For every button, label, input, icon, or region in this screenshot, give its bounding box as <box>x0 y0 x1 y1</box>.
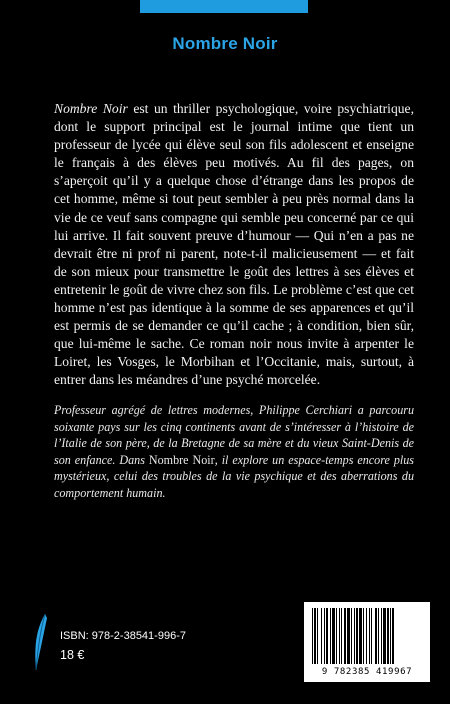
price-text: 18 € <box>60 648 85 662</box>
book-title: Nombre Noir <box>172 34 278 53</box>
bio-title: Nombre Noir <box>148 452 215 467</box>
barcode <box>304 602 430 682</box>
summary-text: est un thriller psychologique, voire psychiatrique, dont le support principal est le journal intime que tient un professeur de lycée qui élève seul son fils adolescent et enseigne le français à des élèves peu motivés. Au fil des pages, on s’aperçoit qu’il y a quelque chose d’étrange dans les propos de cet homme, même si tout peut sembler à peu près normal dans la vie de ce veuf sans compagne qui semble peu concerné par ce qui lui arrive. Il fait souvent preuve d’humour — Qui n’en a pas ne devrait être ni prof ni parent, note-t-il malicieusement — et fait de son mieux pour transmettre le goût des lettres à ses élèves et entretenir le goût de vivre chez son fils. Le problème c’est que cet homme n’est pas identique à la somme de ses apparences et qu’il est permis de se demander ce qu’il cache ; à condition, bien sûr, que lui-même le sache. Ce roman noir nous invite à arpenter le Loiret, les Vosges, le Morbihan et l’Occitanie, mais, surtout, à entrer dans les méandres d’une psyché morcelée. <box>54 101 414 388</box>
back-cover-summary <box>54 100 414 390</box>
isbn-text: ISBN: 978-2-38541-996-7 <box>60 630 186 642</box>
barcode-digits: 9 782385 419967 <box>321 667 413 677</box>
top-accent-bar <box>140 0 308 13</box>
barcode-bars <box>310 608 424 666</box>
author-bio <box>54 402 414 502</box>
feather-logo-icon <box>30 612 50 672</box>
bio-part2: , il explore un espace-temps encore plus mystérieux, celui des troubles de la vie psychique et des aberrations du comportement humain. <box>54 452 414 500</box>
summary-lead-title: Nombre Noir <box>54 101 128 116</box>
bio-part1: Professeur agrégé de lettres modernes, Philippe Cerchiari a parcouru soixante pays sur les cinq continents avant de s’intéresser à l’histoire de l’Italie de son père, de la Bretagne de sa mère et du vieux Saint-Denis de son enfance. Dans <box>54 403 414 467</box>
